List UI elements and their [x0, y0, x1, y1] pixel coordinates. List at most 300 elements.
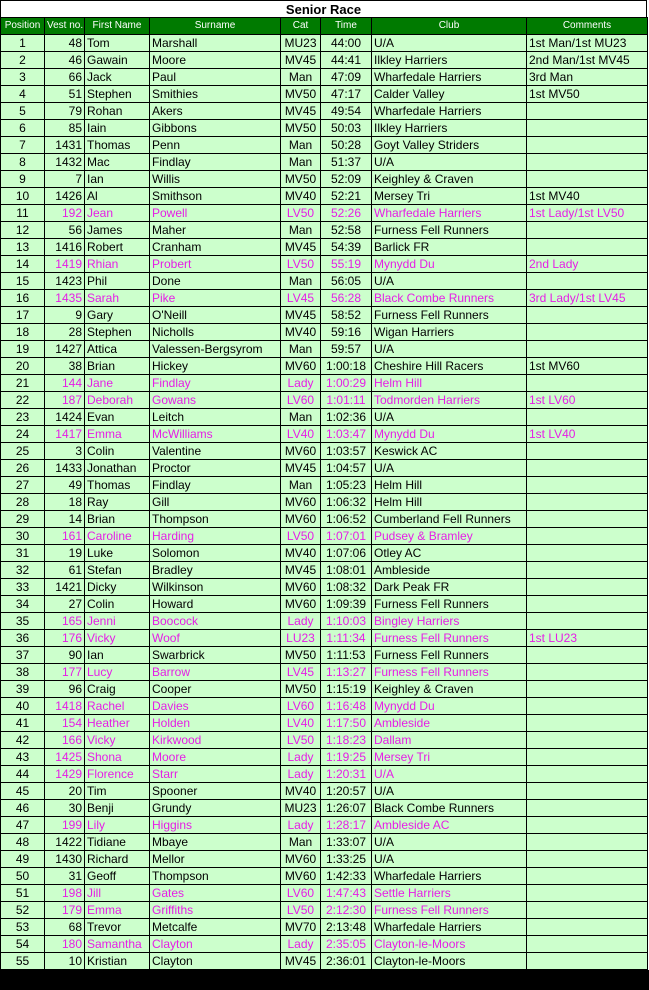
table-row — [1, 154, 648, 171]
first-name-cell: Emma — [85, 426, 150, 443]
cat-cell: MV60 — [281, 443, 321, 460]
club-cell: Wharfedale Harriers — [372, 205, 527, 222]
surname-cell: Mbaye — [150, 834, 281, 851]
club-cell: U/A — [372, 154, 527, 171]
time-cell: 1:11:53 — [321, 647, 372, 664]
table-row — [1, 35, 648, 52]
vest-cell: 1425 — [45, 749, 85, 766]
table-row — [1, 392, 648, 409]
cat-cell: Man — [281, 409, 321, 426]
table-row — [1, 528, 648, 545]
comments-cell — [527, 596, 648, 613]
first-name-cell: Tom — [85, 35, 150, 52]
column-header-comments: Comments — [527, 18, 648, 35]
first-name-cell: Stephen — [85, 86, 150, 103]
cat-cell: MV45 — [281, 953, 321, 970]
surname-cell: Findlay — [150, 154, 281, 171]
column-header-surname: Surname — [150, 18, 281, 35]
vest-cell: 1417 — [45, 426, 85, 443]
position-cell: 8 — [1, 154, 45, 171]
vest-cell: 1426 — [45, 188, 85, 205]
cat-cell: LU23 — [281, 630, 321, 647]
club-cell: Settle Harriers — [372, 885, 527, 902]
first-name-cell: Brian — [85, 511, 150, 528]
surname-cell: Holden — [150, 715, 281, 732]
comments-cell — [527, 749, 648, 766]
comments-cell — [527, 222, 648, 239]
vest-cell: 1422 — [45, 834, 85, 851]
cat-cell: MV45 — [281, 239, 321, 256]
time-cell: 1:18:23 — [321, 732, 372, 749]
vest-cell: 176 — [45, 630, 85, 647]
comments-cell — [527, 477, 648, 494]
results-body — [1, 35, 648, 970]
comments-cell — [527, 936, 648, 953]
vest-cell: 1430 — [45, 851, 85, 868]
column-header-first-name: First Name — [85, 18, 150, 35]
surname-cell: Gill — [150, 494, 281, 511]
cat-cell: MV45 — [281, 460, 321, 477]
first-name-cell: Shona — [85, 749, 150, 766]
position-cell: 35 — [1, 613, 45, 630]
table-row — [1, 239, 648, 256]
vest-cell: 27 — [45, 596, 85, 613]
position-cell: 2 — [1, 52, 45, 69]
first-name-cell: Florence — [85, 766, 150, 783]
table-row — [1, 936, 648, 953]
time-cell: 2:36:01 — [321, 953, 372, 970]
cat-cell: LV45 — [281, 664, 321, 681]
club-cell: Mynydd Du — [372, 426, 527, 443]
cat-cell: Lady — [281, 613, 321, 630]
table-row — [1, 783, 648, 800]
cat-cell: MV60 — [281, 851, 321, 868]
cat-cell: MV60 — [281, 579, 321, 596]
comments-cell: 1st MV60 — [527, 358, 648, 375]
surname-cell: Bradley — [150, 562, 281, 579]
club-cell: Calder Valley — [372, 86, 527, 103]
first-name-cell: Lily — [85, 817, 150, 834]
comments-cell: 3rd Man — [527, 69, 648, 86]
first-name-cell: Evan — [85, 409, 150, 426]
surname-cell: Wilkinson — [150, 579, 281, 596]
comments-cell — [527, 443, 648, 460]
comments-cell — [527, 766, 648, 783]
first-name-cell: Caroline — [85, 528, 150, 545]
comments-cell — [527, 511, 648, 528]
cat-cell: LV40 — [281, 426, 321, 443]
table-row — [1, 885, 648, 902]
cat-cell: MV45 — [281, 52, 321, 69]
first-name-cell: Stephen — [85, 324, 150, 341]
first-name-cell: Tidiane — [85, 834, 150, 851]
time-cell: 2:13:48 — [321, 919, 372, 936]
position-cell: 9 — [1, 171, 45, 188]
time-cell: 1:16:48 — [321, 698, 372, 715]
position-cell: 21 — [1, 375, 45, 392]
comments-cell — [527, 953, 648, 970]
table-row — [1, 409, 648, 426]
position-cell: 7 — [1, 137, 45, 154]
comments-cell: 1st Lady/1st LV50 — [527, 205, 648, 222]
time-cell: 50:28 — [321, 137, 372, 154]
table-row — [1, 766, 648, 783]
cat-cell: Lady — [281, 375, 321, 392]
cat-cell: LV60 — [281, 885, 321, 902]
table-row — [1, 120, 648, 137]
surname-cell: Leitch — [150, 409, 281, 426]
time-cell: 1:11:34 — [321, 630, 372, 647]
table-row — [1, 494, 648, 511]
club-cell: Ambleside AC — [372, 817, 527, 834]
position-cell: 33 — [1, 579, 45, 596]
first-name-cell: Dicky — [85, 579, 150, 596]
surname-cell: Moore — [150, 749, 281, 766]
table-row — [1, 171, 648, 188]
vest-cell: 1429 — [45, 766, 85, 783]
table-row — [1, 324, 648, 341]
first-name-cell: Phil — [85, 273, 150, 290]
table-row — [1, 341, 648, 358]
cat-cell: MV40 — [281, 188, 321, 205]
table-row — [1, 698, 648, 715]
first-name-cell: Al — [85, 188, 150, 205]
cat-cell: MV40 — [281, 324, 321, 341]
results-table — [0, 17, 648, 970]
vest-cell: 10 — [45, 953, 85, 970]
vest-cell: 20 — [45, 783, 85, 800]
first-name-cell: Kristian — [85, 953, 150, 970]
table-row — [1, 511, 648, 528]
position-cell: 54 — [1, 936, 45, 953]
position-cell: 27 — [1, 477, 45, 494]
table-row — [1, 375, 648, 392]
club-cell: Keswick AC — [372, 443, 527, 460]
club-cell: Mynydd Du — [372, 256, 527, 273]
club-cell: U/A — [372, 341, 527, 358]
vest-cell: 1421 — [45, 579, 85, 596]
position-cell: 5 — [1, 103, 45, 120]
comments-cell — [527, 613, 648, 630]
cat-cell: MU23 — [281, 35, 321, 52]
club-cell: Barlick FR — [372, 239, 527, 256]
table-row — [1, 358, 648, 375]
surname-cell: Probert — [150, 256, 281, 273]
comments-cell — [527, 273, 648, 290]
table-row — [1, 902, 648, 919]
comments-cell — [527, 324, 648, 341]
surname-cell: Swarbrick — [150, 647, 281, 664]
first-name-cell: Jane — [85, 375, 150, 392]
surname-cell: Clayton — [150, 953, 281, 970]
surname-cell: Findlay — [150, 375, 281, 392]
position-cell: 6 — [1, 120, 45, 137]
first-name-cell: Heather — [85, 715, 150, 732]
comments-cell — [527, 902, 648, 919]
cat-cell: MV60 — [281, 596, 321, 613]
club-cell: Cumberland Fell Runners — [372, 511, 527, 528]
time-cell: 55:19 — [321, 256, 372, 273]
comments-cell — [527, 851, 648, 868]
club-cell: Ambleside — [372, 715, 527, 732]
first-name-cell: Jack — [85, 69, 150, 86]
cat-cell: MV50 — [281, 681, 321, 698]
table-row — [1, 834, 648, 851]
position-cell: 30 — [1, 528, 45, 545]
position-cell: 39 — [1, 681, 45, 698]
club-cell: Keighley & Craven — [372, 171, 527, 188]
vest-cell: 1433 — [45, 460, 85, 477]
surname-cell: O'Neill — [150, 307, 281, 324]
surname-cell: Spooner — [150, 783, 281, 800]
column-header-cat: Cat — [281, 18, 321, 35]
first-name-cell: Stefan — [85, 562, 150, 579]
comments-cell — [527, 698, 648, 715]
time-cell: 51:37 — [321, 154, 372, 171]
position-cell: 46 — [1, 800, 45, 817]
cat-cell: Man — [281, 137, 321, 154]
position-cell: 37 — [1, 647, 45, 664]
club-cell: Wharfedale Harriers — [372, 103, 527, 120]
vest-cell: 187 — [45, 392, 85, 409]
surname-cell: Gibbons — [150, 120, 281, 137]
comments-cell: 1st Man/1st MU23 — [527, 35, 648, 52]
time-cell: 44:41 — [321, 52, 372, 69]
comments-cell — [527, 307, 648, 324]
cat-cell: MV60 — [281, 494, 321, 511]
comments-cell — [527, 681, 648, 698]
table-row — [1, 273, 648, 290]
vest-cell: 51 — [45, 86, 85, 103]
position-cell: 47 — [1, 817, 45, 834]
comments-cell — [527, 103, 648, 120]
table-row — [1, 256, 648, 273]
club-cell: Furness Fell Runners — [372, 596, 527, 613]
time-cell: 2:12:30 — [321, 902, 372, 919]
table-row — [1, 630, 648, 647]
position-cell: 22 — [1, 392, 45, 409]
time-cell: 52:58 — [321, 222, 372, 239]
cat-cell: Man — [281, 477, 321, 494]
position-cell: 4 — [1, 86, 45, 103]
surname-cell: Nicholls — [150, 324, 281, 341]
surname-cell: Harding — [150, 528, 281, 545]
position-cell: 43 — [1, 749, 45, 766]
comments-cell — [527, 137, 648, 154]
cat-cell: MV40 — [281, 545, 321, 562]
club-cell: Goyt Valley Striders — [372, 137, 527, 154]
vest-cell: 49 — [45, 477, 85, 494]
first-name-cell: James — [85, 222, 150, 239]
table-row — [1, 188, 648, 205]
surname-cell: Barrow — [150, 664, 281, 681]
first-name-cell: Jenni — [85, 613, 150, 630]
vest-cell: 1427 — [45, 341, 85, 358]
position-cell: 48 — [1, 834, 45, 851]
comments-cell: 3rd Lady/1st LV45 — [527, 290, 648, 307]
club-cell: Furness Fell Runners — [372, 307, 527, 324]
surname-cell: Starr — [150, 766, 281, 783]
surname-cell: Paul — [150, 69, 281, 86]
cat-cell: MV45 — [281, 562, 321, 579]
position-cell: 49 — [1, 851, 45, 868]
vest-cell: 165 — [45, 613, 85, 630]
club-cell: Keighley & Craven — [372, 681, 527, 698]
vest-cell: 7 — [45, 171, 85, 188]
club-cell: Wharfedale Harriers — [372, 868, 527, 885]
time-cell: 1:42:33 — [321, 868, 372, 885]
comments-cell — [527, 562, 648, 579]
table-row — [1, 647, 648, 664]
time-cell: 1:15:19 — [321, 681, 372, 698]
club-cell: Wharfedale Harriers — [372, 919, 527, 936]
surname-cell: Moore — [150, 52, 281, 69]
comments-cell — [527, 885, 648, 902]
cat-cell: LV60 — [281, 698, 321, 715]
cat-cell: LV50 — [281, 205, 321, 222]
position-cell: 25 — [1, 443, 45, 460]
time-cell: 59:57 — [321, 341, 372, 358]
time-cell: 1:08:01 — [321, 562, 372, 579]
comments-cell — [527, 409, 648, 426]
vest-cell: 3 — [45, 443, 85, 460]
surname-cell: Proctor — [150, 460, 281, 477]
vest-cell: 18 — [45, 494, 85, 511]
time-cell: 1:20:57 — [321, 783, 372, 800]
club-cell: Furness Fell Runners — [372, 222, 527, 239]
position-cell: 34 — [1, 596, 45, 613]
first-name-cell: Attica — [85, 341, 150, 358]
vest-cell: 61 — [45, 562, 85, 579]
first-name-cell: Jonathan — [85, 460, 150, 477]
cat-cell: MV45 — [281, 103, 321, 120]
position-cell: 50 — [1, 868, 45, 885]
page-title: Senior Race — [0, 0, 647, 17]
surname-cell: Kirkwood — [150, 732, 281, 749]
time-cell: 47:17 — [321, 86, 372, 103]
first-name-cell: Robert — [85, 239, 150, 256]
table-row — [1, 103, 648, 120]
cat-cell: LV50 — [281, 528, 321, 545]
club-cell: Furness Fell Runners — [372, 902, 527, 919]
club-cell: U/A — [372, 851, 527, 868]
vest-cell: 31 — [45, 868, 85, 885]
club-cell: U/A — [372, 409, 527, 426]
cat-cell: MV50 — [281, 86, 321, 103]
table-row — [1, 664, 648, 681]
first-name-cell: Benji — [85, 800, 150, 817]
position-cell: 10 — [1, 188, 45, 205]
time-cell: 1:33:25 — [321, 851, 372, 868]
vest-cell: 199 — [45, 817, 85, 834]
club-cell: Pudsey & Bramley — [372, 528, 527, 545]
position-cell: 31 — [1, 545, 45, 562]
time-cell: 1:07:06 — [321, 545, 372, 562]
cat-cell: Man — [281, 341, 321, 358]
vest-cell: 56 — [45, 222, 85, 239]
cat-cell: MV70 — [281, 919, 321, 936]
first-name-cell: Samantha — [85, 936, 150, 953]
surname-cell: Smithson — [150, 188, 281, 205]
time-cell: 47:09 — [321, 69, 372, 86]
first-name-cell: Vicky — [85, 630, 150, 647]
surname-cell: Akers — [150, 103, 281, 120]
table-row — [1, 86, 648, 103]
surname-cell: Grundy — [150, 800, 281, 817]
comments-cell — [527, 528, 648, 545]
table-row — [1, 817, 648, 834]
surname-cell: Davies — [150, 698, 281, 715]
first-name-cell: Sarah — [85, 290, 150, 307]
comments-cell — [527, 579, 648, 596]
table-row — [1, 562, 648, 579]
surname-cell: Higgins — [150, 817, 281, 834]
comments-cell — [527, 239, 648, 256]
surname-cell: Cooper — [150, 681, 281, 698]
surname-cell: Gowans — [150, 392, 281, 409]
vest-cell: 166 — [45, 732, 85, 749]
comments-cell — [527, 341, 648, 358]
table-row — [1, 460, 648, 477]
surname-cell: Done — [150, 273, 281, 290]
comments-cell: 1st LV40 — [527, 426, 648, 443]
table-row — [1, 732, 648, 749]
vest-cell: 46 — [45, 52, 85, 69]
club-cell: Black Combe Runners — [372, 800, 527, 817]
surname-cell: Mellor — [150, 851, 281, 868]
table-row — [1, 222, 648, 239]
first-name-cell: Gawain — [85, 52, 150, 69]
club-cell: Mynydd Du — [372, 698, 527, 715]
comments-cell — [527, 647, 648, 664]
table-row — [1, 69, 648, 86]
first-name-cell: Craig — [85, 681, 150, 698]
time-cell: 54:39 — [321, 239, 372, 256]
club-cell: Mersey Tri — [372, 188, 527, 205]
cat-cell: LV60 — [281, 392, 321, 409]
comments-cell — [527, 171, 648, 188]
time-cell: 52:26 — [321, 205, 372, 222]
comments-cell — [527, 664, 648, 681]
club-cell: Furness Fell Runners — [372, 664, 527, 681]
vest-cell: 48 — [45, 35, 85, 52]
cat-cell: LV40 — [281, 715, 321, 732]
vest-cell: 192 — [45, 205, 85, 222]
comments-cell — [527, 715, 648, 732]
time-cell: 1:19:25 — [321, 749, 372, 766]
club-cell: U/A — [372, 766, 527, 783]
cat-cell: MU23 — [281, 800, 321, 817]
time-cell: 1:09:39 — [321, 596, 372, 613]
comments-cell — [527, 868, 648, 885]
position-cell: 15 — [1, 273, 45, 290]
surname-cell: Thompson — [150, 868, 281, 885]
time-cell: 1:26:07 — [321, 800, 372, 817]
club-cell: Black Combe Runners — [372, 290, 527, 307]
comments-cell: 1st LV60 — [527, 392, 648, 409]
time-cell: 2:35:05 — [321, 936, 372, 953]
cat-cell: Man — [281, 222, 321, 239]
cat-cell: LV50 — [281, 732, 321, 749]
time-cell: 1:03:57 — [321, 443, 372, 460]
first-name-cell: Rhian — [85, 256, 150, 273]
vest-cell: 28 — [45, 324, 85, 341]
cat-cell: MV50 — [281, 120, 321, 137]
first-name-cell: Rachel — [85, 698, 150, 715]
first-name-cell: Geoff — [85, 868, 150, 885]
vest-cell: 161 — [45, 528, 85, 545]
first-name-cell: Vicky — [85, 732, 150, 749]
